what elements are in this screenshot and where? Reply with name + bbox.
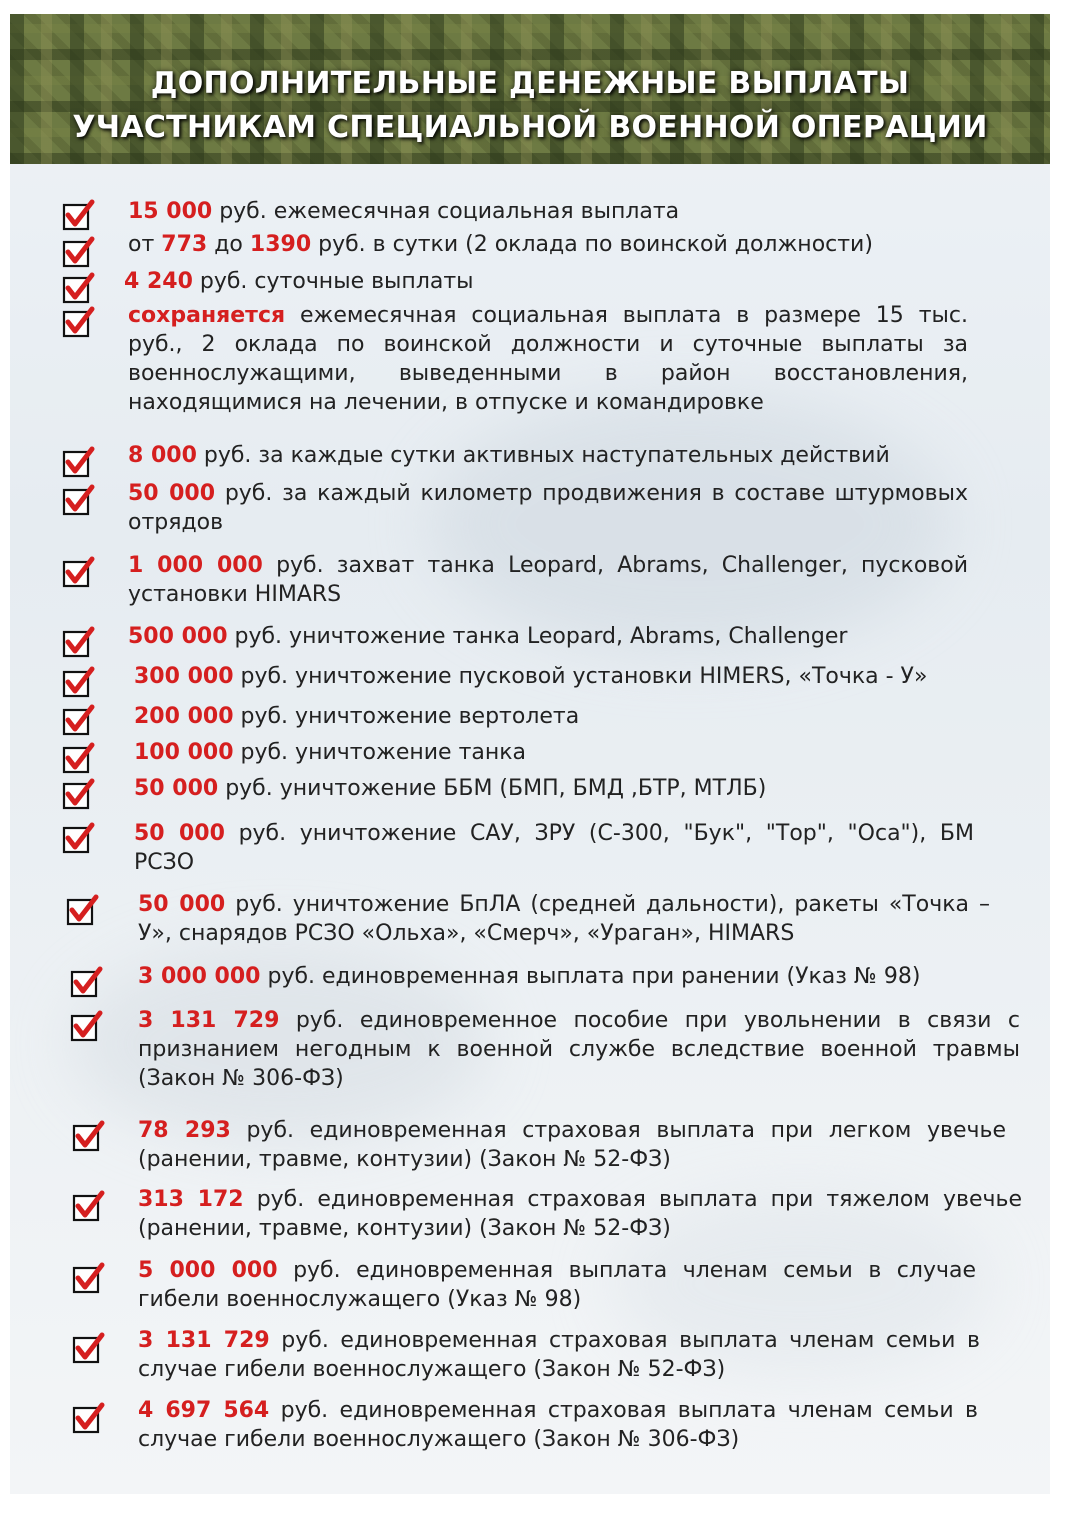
amount: 1390 [249,232,312,257]
payment-item [134,738,974,767]
checkmark-checkbox-icon [62,306,92,336]
checkmark-checkbox-icon [72,1262,102,1292]
item-text: руб. единовременная страховая выплата при легком увечье (ранении, травме, контузии) (Закон № 52-ФЗ) [138,1118,1006,1172]
checkmark-checkbox-icon [62,272,92,302]
payment-item [128,551,968,609]
amount: 50 000 [128,481,216,506]
amount: 200 000 [134,704,234,729]
payment-item [134,819,974,877]
camo-header [10,14,1050,164]
item-text: руб. единовременная страховая выплата членам семьи в случае гибели военнослужащего (Закон № 52-ФЗ) [138,1328,980,1382]
item-text: руб. уничтожение ББМ (БМП, БМД ,БТР, МТЛБ) [218,776,767,801]
page-title [10,62,1050,150]
item-text: руб. захват танка Leopard, Abrams, Challenger, пусковой установки HIMARS [128,553,968,607]
item-text: руб. единовременная страховая выплата членам семьи в случае гибели военнослужащего (Закон № 306-ФЗ) [138,1398,978,1452]
amount: 5 000 000 [138,1258,278,1283]
amount: 4 240 [124,269,193,294]
checkmark-checkbox-icon [66,894,96,924]
checkmark-checkbox-icon [72,1332,102,1362]
item-text: руб. единовременное пособие при увольнении в связи с признанием негодным к военной службе вследствие военной травмы (Закон № 306-ФЗ) [138,1008,1020,1091]
item-text: руб. уничтожение танка [233,740,527,765]
checkmark-checkbox-icon [62,556,92,586]
amount: 773 [161,232,208,257]
payment-item [138,1116,1006,1174]
item-text: руб. уничтожение пусковой установки HIMERS, «Точка - У» [233,664,928,689]
payment-item [124,267,964,296]
amount: 300 000 [134,664,234,689]
amount: сохраняется [128,303,286,328]
title-line-1: ДОПОЛНИТЕЛЬНЫЕ ДЕНЕЖНЫЕ ВЫПЛАТЫ [150,66,910,101]
payment-item [128,197,968,226]
item-text: руб. уничтожение САУ, ЗРУ (С-300, "Бук", "Тор", "Оса"), БМ РСЗО [134,821,975,875]
checkmark-checkbox-icon [72,1190,102,1220]
item-text: руб. за каждый километр продвижения в составе штурмовых отрядов [128,481,968,535]
amount: 3 131 729 [138,1008,280,1033]
item-text: руб. ежемесячная социальная выплата [212,199,680,224]
checkmark-checkbox-icon [62,626,92,656]
payment-item [138,1396,978,1454]
item-mid: до [207,232,250,257]
item-text: руб. единовременная выплата членам семьи в случае гибели военнослужащего (Указ № 98) [138,1258,976,1312]
payment-item [134,702,974,731]
amount: 100 000 [134,740,234,765]
payment-item [134,774,974,803]
amount: 500 000 [128,624,228,649]
item-text: руб. за каждые сутки активных наступательных действий [196,443,890,468]
checkmark-checkbox-icon [70,966,100,996]
item-text: руб. уничтожение вертолета [233,704,580,729]
payment-item [138,1256,976,1314]
payment-item [128,479,968,537]
payment-item [138,1185,1022,1243]
item-text: руб. единовременная страховая выплата при тяжелом увечье (ранении, травме, контузии) (Закон № 52-ФЗ) [138,1187,1022,1241]
item-text: ежемесячная социальная выплата в размере 15 тыс. руб., 2 оклада по воинской должности и суточные выплаты за военнослужащими, выведенными в район восстановления, находящимися на лечении, в отпуске и командировке [128,303,968,415]
checkmark-checkbox-icon [62,666,92,696]
amount: 8 000 [128,443,197,468]
payment-item [128,230,968,259]
item-text: руб. в сутки (2 оклада по воинской должности) [311,232,873,257]
amount: 50 000 [138,892,226,917]
item-text: руб. уничтожение танка Leopard, Abrams, Challenger [227,624,848,649]
payment-item [128,441,968,470]
checkmark-checkbox-icon [62,199,92,229]
payment-item [134,662,974,691]
payment-item [138,1006,1020,1093]
checkmark-checkbox-icon [72,1402,102,1432]
checkmark-checkbox-icon [62,822,92,852]
item-text: руб. единовременная выплата при ранении (Указ № 98) [260,964,921,989]
checkmark-checkbox-icon [62,778,92,808]
amount: 78 293 [138,1118,231,1143]
payment-item [138,890,990,948]
payment-item [128,622,968,651]
item-text: руб. уничтожение БпЛА (средней дальности), ракеты «Точка – У», снарядов РСЗО «Ольха», «Смерч», «Ураган», HIMARS [138,892,990,946]
payment-item [138,1326,980,1384]
title-line-2: УЧАСТНИКАМ СПЕЦИАЛЬНОЙ ВОЕННОЙ ОПЕРАЦИИ [72,110,988,145]
checkmark-checkbox-icon [70,1010,100,1040]
checkmark-checkbox-icon [62,484,92,514]
amount: 50 000 [134,821,225,846]
leaflet-sheet [10,14,1050,1494]
checkmark-checkbox-icon [62,742,92,772]
payment-item [138,962,1008,991]
amount: 4 697 564 [138,1398,270,1423]
item-text: руб. суточные выплаты [192,269,474,294]
checkmark-checkbox-icon [62,236,92,266]
amount: 3 000 000 [138,964,261,989]
amount: 313 172 [138,1187,244,1212]
amount: 1 000 000 [128,553,263,578]
item-prefix: от [128,232,162,257]
checkmark-checkbox-icon [72,1120,102,1150]
amount: 3 131 729 [138,1328,270,1353]
payment-item [128,301,968,417]
amount: 15 000 [128,199,213,224]
checkmark-checkbox-icon [62,704,92,734]
amount: 50 000 [134,776,219,801]
checkmark-checkbox-icon [62,446,92,476]
